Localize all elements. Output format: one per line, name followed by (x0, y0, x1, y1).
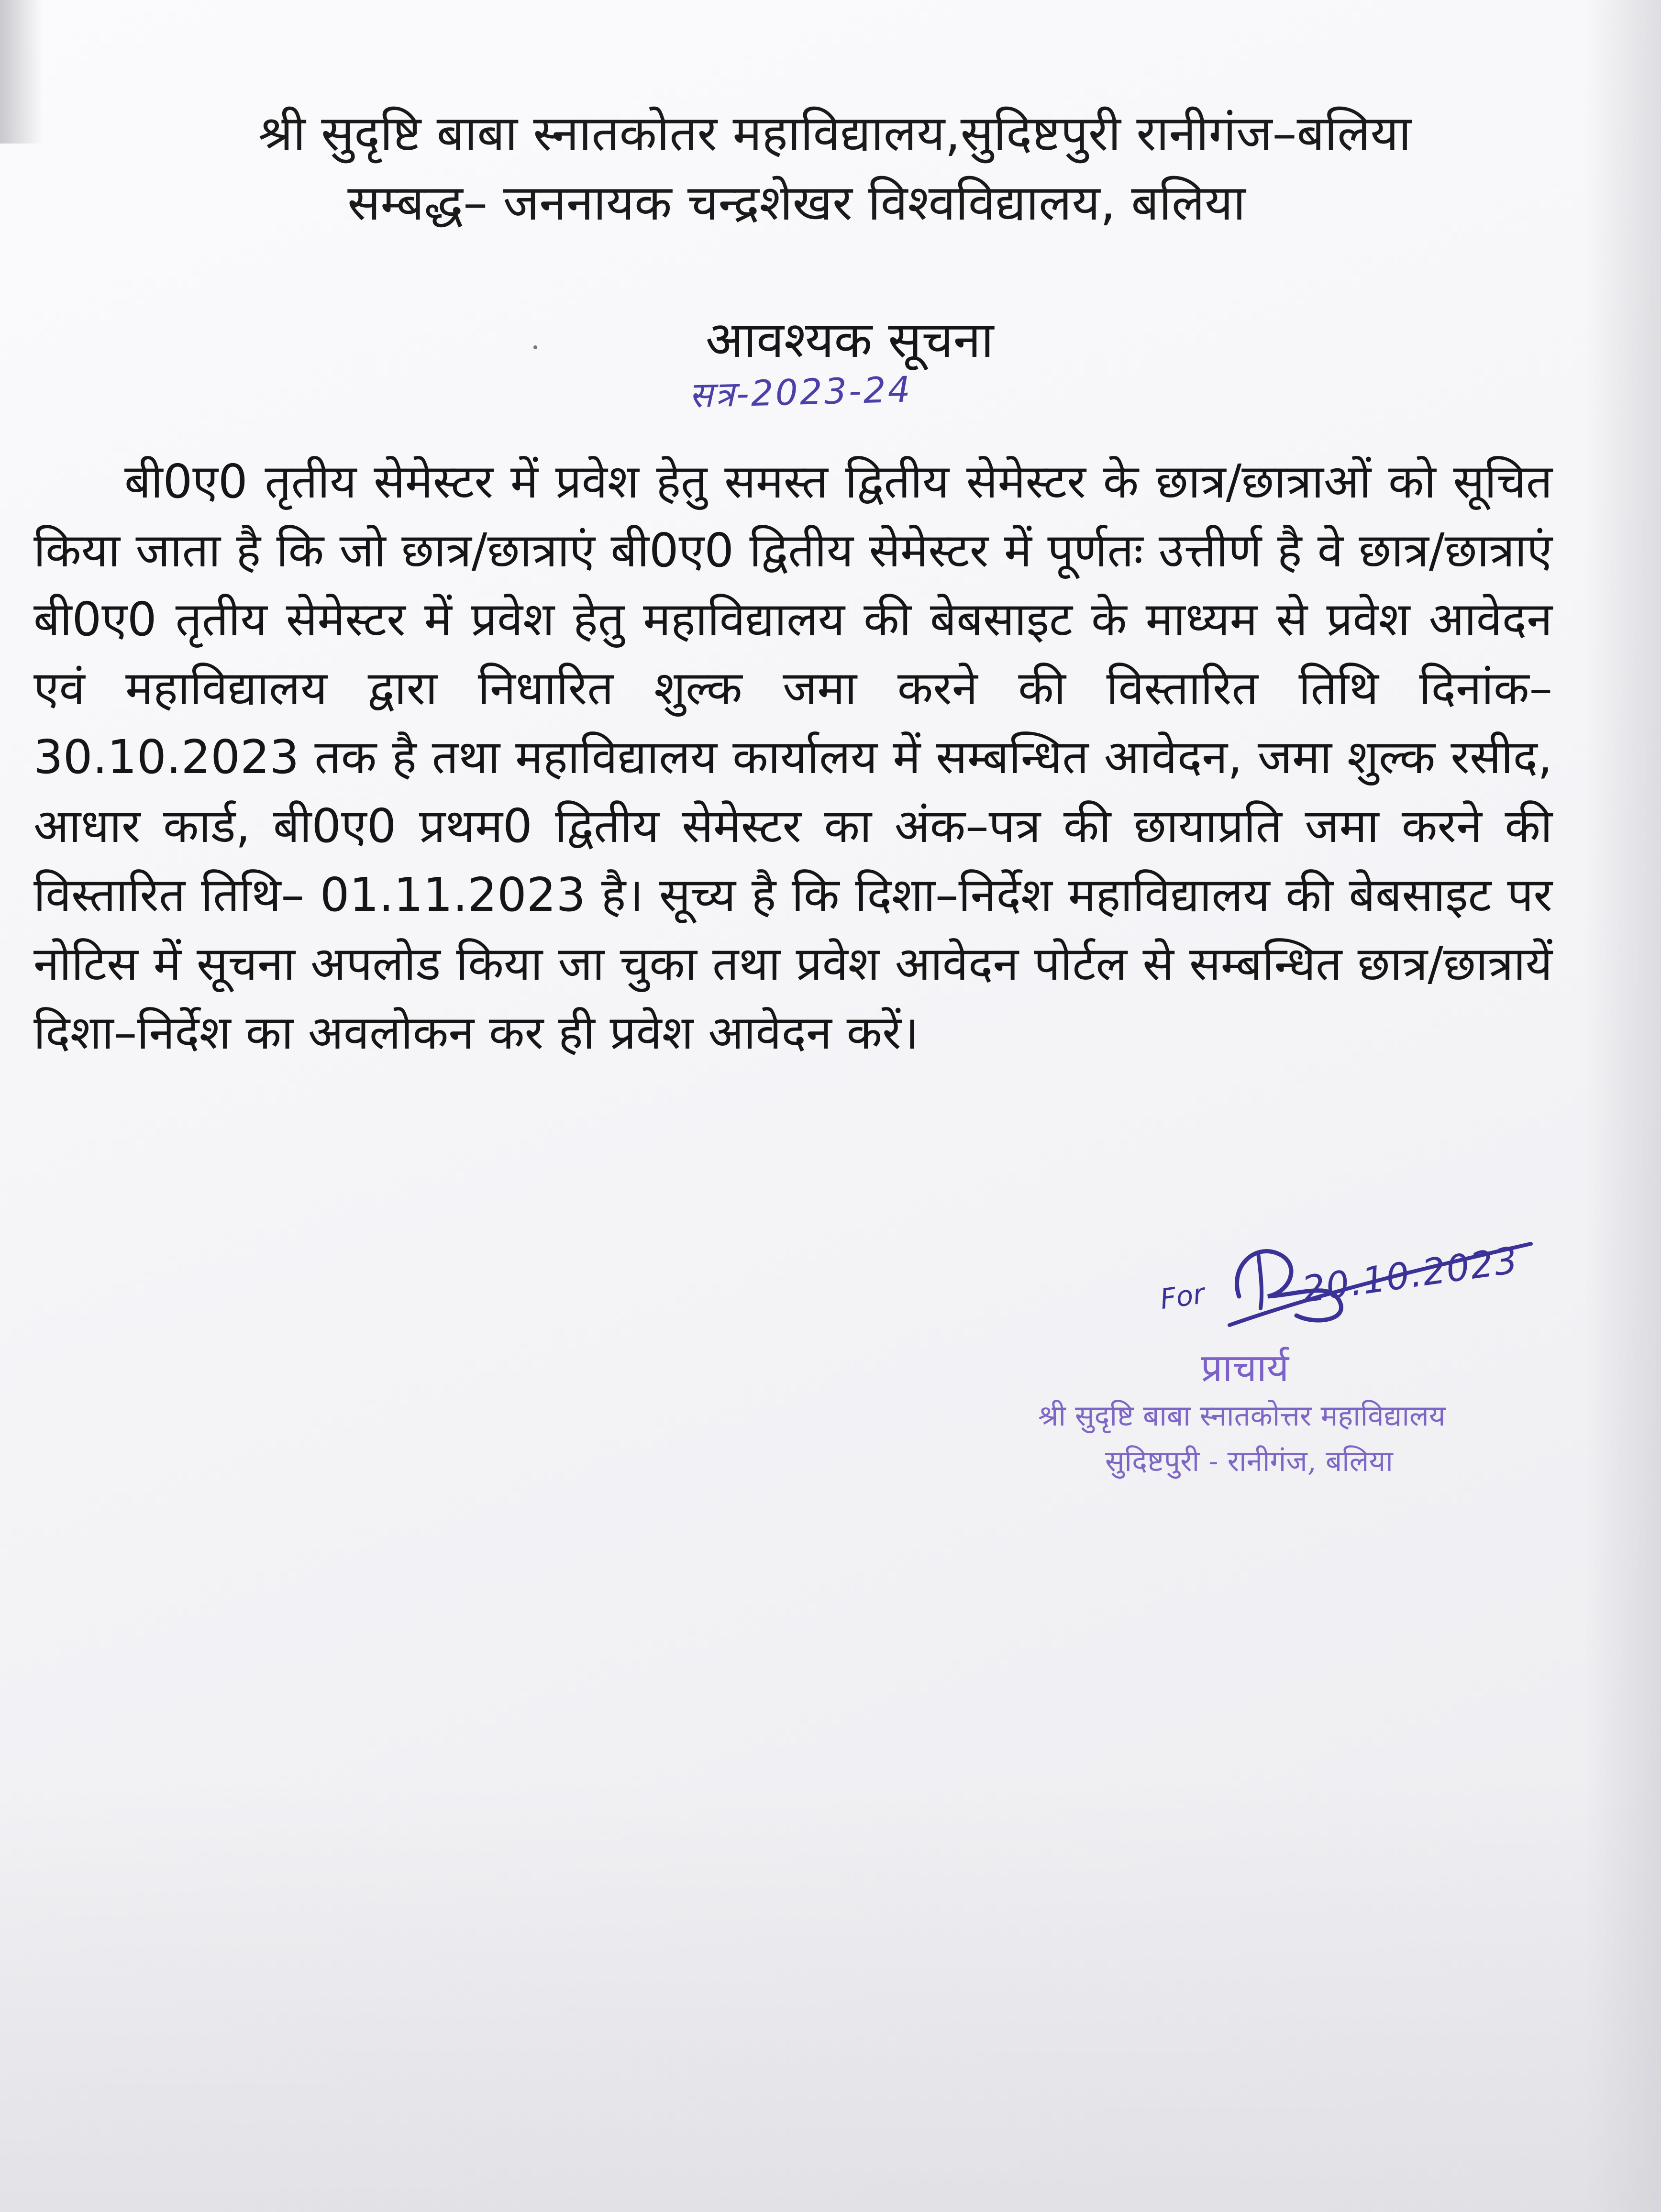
paper-bottom-shade (0, 1781, 1661, 2212)
principal-stamp-address: सुदिष्टपुरी - रानीगंज, बलिया (1105, 1445, 1393, 1478)
paper-edge-shadow (0, 0, 43, 144)
affiliation-heading: सम्बद्ध– जननायक चन्द्रशेखर विश्वविद्यालय, बलिया (347, 175, 1246, 232)
notice-title: आवश्यक सूचना (705, 310, 994, 369)
notice-body-paragraph: बी0ए0 तृतीय सेमेस्टर में प्रवेश हेतु समस्त द्वितीय सेमेस्टर के छात्र/छात्राओं को सूचित किया जाता है कि जो छात्र/छात्राएं बी0ए0 द्वितीय सेमेस्टर में पूर्णतः उत्तीर्ण है वे छात्र/छात्राएं बी0ए0 तृतीय सेमेस्टर में प्रवेश हेतु महाविद्यालय की बेबसाइट के माध्यम से प्रवेश आवेदन एवं महाविद्यालय द्वारा निधारित शुल्क जमा करने की विस्तारित तिथि दिनांक– 30.10.2023 तक है तथा महाविद्यालय कार्यालय में सम्बन्धित आवेदन, जमा शुल्क रसीद, आधार कार्ड, बी0ए0 प्रथम0 द्वितीय सेमेस्टर का अंक–पत्र की छायाप्रति जमा करने की विस्तारित तिथि– 01.11.2023 है। सूच्य है कि दिशा–निर्देश महाविद्यालय की बेबसाइट पर नोटिस में सूचना अपलोड किया जा चुका तथा प्रवेश आवेदन पोर्टल से सम्बन्धित छात्र/छात्रायें दिशा–निर्देश का अवलोकन कर ही प्रवेश आवेदन करें। (33, 454, 1552, 1060)
college-name-heading: श्री सुदृष्टि बाबा स्नातकोतर महाविद्यालय,सुदिष्टपुरी रानीगंज–बलिया (258, 105, 1411, 162)
principal-stamp-college: श्री सुदृष्टि बाबा स्नातकोत्तर महाविद्यालय (1038, 1399, 1446, 1433)
signature-for-text: For (1158, 1277, 1207, 1316)
session-handwritten: सत्र-2023-24 (688, 369, 913, 416)
notice-body (33, 447, 1552, 1067)
signature-date: 20.10.2023 (1299, 1238, 1521, 1311)
principal-stamp-title: प्राचार्य (1201, 1346, 1289, 1390)
signature-stroke (1258, 1253, 1262, 1308)
